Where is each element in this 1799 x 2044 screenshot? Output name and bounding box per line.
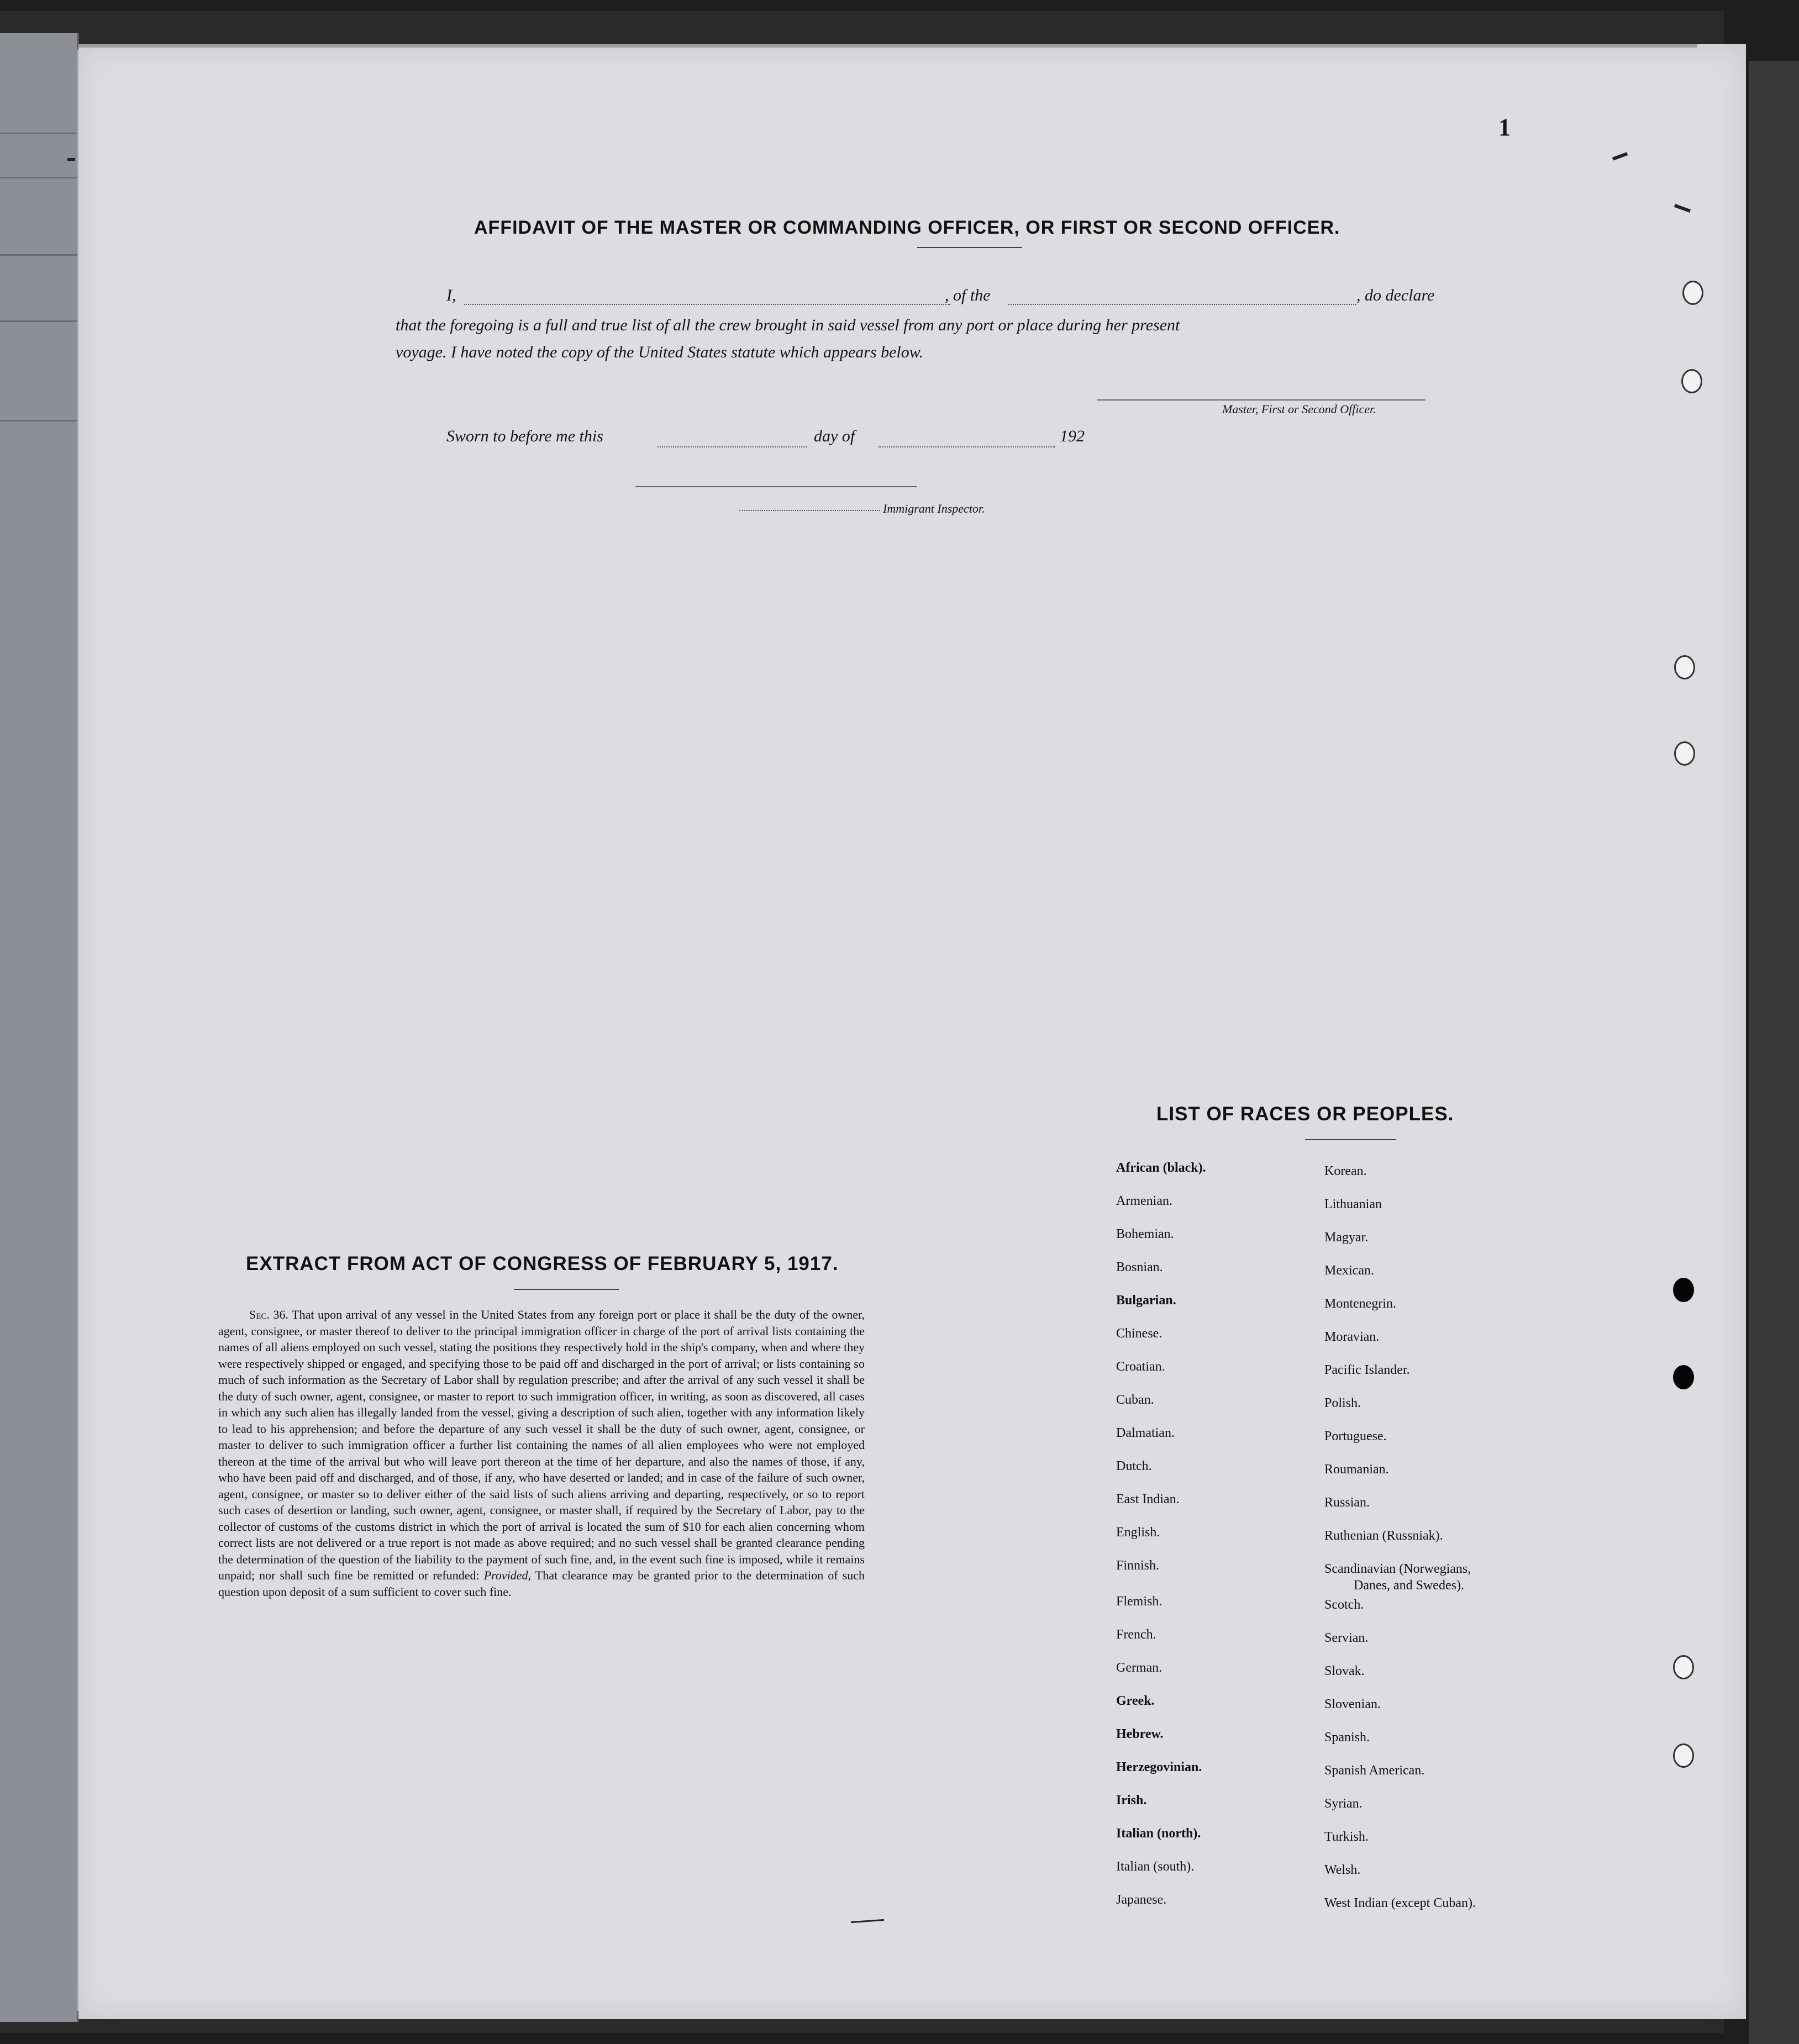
race-item: Italian (north).	[1116, 1826, 1201, 1841]
binder-hole	[1681, 369, 1702, 393]
section-number: Sec. 36.	[249, 1308, 288, 1321]
race-item: Bulgarian.	[1116, 1293, 1176, 1308]
section-text-end: That clearance may be granted prior to the determination of such question upon deposit of a sum sufficient to cover such fine.	[218, 1568, 865, 1599]
race-item: Montenegrin.	[1324, 1297, 1396, 1311]
race-item: Slovak.	[1324, 1664, 1365, 1678]
race-item: Scotch.	[1324, 1598, 1364, 1612]
race-item: Bohemian.	[1116, 1227, 1174, 1241]
document-page	[78, 44, 1746, 2019]
sworn-year: 192	[1060, 427, 1085, 445]
race-item: Servian.	[1324, 1631, 1369, 1645]
inspector-label: Immigrant Inspector.	[883, 502, 985, 515]
race-item: Greek.	[1116, 1694, 1155, 1708]
section-text: That upon arrival of any vessel in the United States from any foreign port or place it shall be the duty of the owner, agent, consignee, or master thereof to deliver to the principal immigration officer in charge of the port of arrival lists containing the names of all aliens employed on such vessel, stating the positions they respectively hold in the ship's company, when and where they were respectively shipped or engaged, and specifying those to be paid off and discharged in the port of arrival; or lists containing so much of such information as the Secretary of Labor shall by regulation prescribe; and after the arrival of any such vessel it shall be the duty of such owner, agent, consignee, or master to report to such immigration officer, in writing, as soon as discovered, all cases in which any such alien has illegally landed from the vessel, giving a description of such alien, together with any information likely to lead to his apprehension; and before the departure of any such vessel it shall be the duty of such owner, agent, consignee, or master to deliver to such immigration officer a further list containing the names of all alien employees who were not employed thereon at the time of the arrival but who will leave port thereon at the time of her departure, and also the names of those, if any, who have been paid off and discharged, and of those, if any, who have deserted or landed; and in case of the failure of such owner, agent, consignee, or master so to deliver either of the said lists of such aliens arriving and departing, respectively, or so to report such cases of desertion or landing, such owner, agent, consignee, or master shall, if required by the Secretary of Labor, pay to the collector of customs of the customs district in which the port of arrival is located the sum of $10 for each alien concerning whom correct lists are not delivered or a true report is not made as above required; and no such vessel shall be granted clearance pending the determination of the question of the liability to the payment of such fine, and, in the event such fine is imposed, while it remains unpaid; nor shall such fine be remitted or refunded:	[218, 1308, 865, 1582]
scan-edge-shadow	[1749, 61, 1799, 2044]
affidavit-of-the: , of the	[945, 286, 991, 304]
sworn-month-blank[interactable]	[879, 446, 1055, 447]
ledger-rule	[0, 177, 77, 178]
race-item: Roumanian.	[1324, 1462, 1389, 1477]
inspector-dotted-line	[739, 510, 880, 511]
race-item: Herzegovinian.	[1116, 1760, 1202, 1774]
race-item: Croatian.	[1116, 1360, 1165, 1374]
name-blank[interactable]	[464, 304, 950, 305]
race-item: Danes, and Swedes).	[1354, 1578, 1464, 1593]
race-item: East Indian.	[1116, 1492, 1180, 1506]
race-item: French.	[1116, 1627, 1156, 1642]
race-item: Dutch.	[1116, 1459, 1152, 1473]
race-item: Finnish.	[1116, 1558, 1160, 1573]
signature-line[interactable]	[1097, 399, 1425, 401]
ledger-rule	[0, 320, 77, 322]
title-underline	[917, 247, 1022, 248]
binder-hole	[1674, 655, 1695, 679]
inspector-signature-line[interactable]	[635, 486, 917, 487]
race-item: African (black).	[1116, 1161, 1206, 1175]
race-item: Ruthenian (Russniak).	[1324, 1529, 1443, 1543]
sworn-day-of: day of	[814, 427, 855, 445]
race-item: Italian (south).	[1116, 1859, 1195, 1874]
vessel-blank[interactable]	[1008, 304, 1356, 305]
affidavit-line-2: that the foregoing is a full and true list of all the crew brought in said vessel from any port or place during her present	[396, 316, 1180, 334]
race-item: German.	[1116, 1661, 1162, 1675]
binder-hole-punched	[1673, 1365, 1694, 1389]
extract-section-36	[218, 1307, 865, 1600]
ledger-rule	[0, 420, 77, 422]
race-item: Syrian.	[1324, 1797, 1363, 1811]
race-item: Cuban.	[1116, 1393, 1154, 1407]
sworn-day-blank[interactable]	[657, 446, 807, 447]
race-item: Irish.	[1116, 1793, 1147, 1808]
underlying-ledger-strip	[0, 33, 79, 2022]
affidavit-line-3: voyage. I have noted the copy of the United States statute which appears below.	[396, 343, 924, 361]
handwritten-mark: 1	[1498, 114, 1511, 141]
race-item: Mexican.	[1324, 1263, 1374, 1278]
race-item: Magyar.	[1324, 1230, 1369, 1245]
race-item: Welsh.	[1324, 1863, 1361, 1877]
race-item: Japanese.	[1116, 1893, 1167, 1907]
binder-hole	[1682, 281, 1703, 305]
race-item: Pacific Islander.	[1324, 1363, 1410, 1377]
races-title: LIST OF RACES OR PEOPLES.	[1156, 1103, 1454, 1125]
scan-speck	[67, 158, 75, 161]
ledger-rule	[0, 254, 77, 256]
binder-hole	[1673, 1743, 1694, 1768]
race-item: Portuguese.	[1324, 1429, 1387, 1444]
race-item: Flemish.	[1116, 1594, 1162, 1609]
extract-title: EXTRACT FROM ACT OF CONGRESS OF FEBRUARY 5, 1917.	[246, 1253, 839, 1274]
race-item: English.	[1116, 1525, 1160, 1540]
race-item: Lithuanian	[1324, 1197, 1382, 1211]
race-item: Bosnian.	[1116, 1260, 1163, 1274]
race-item: Slovenian.	[1324, 1697, 1381, 1711]
races-title-underline	[1305, 1139, 1396, 1140]
binder-hole	[1674, 741, 1695, 766]
race-item: West Indian (except Cuban).	[1324, 1896, 1476, 1910]
race-item: Dalmatian.	[1116, 1426, 1175, 1440]
race-item: Korean.	[1324, 1164, 1367, 1178]
race-item: Chinese.	[1116, 1326, 1162, 1341]
page-edge	[78, 44, 1697, 48]
affidavit-title: AFFIDAVIT OF THE MASTER OR COMMANDING OFFICER, OR FIRST OR SECOND OFFICER.	[474, 217, 1340, 238]
race-item: Spanish.	[1324, 1730, 1370, 1745]
race-item: Scandinavian (Norwegians,	[1324, 1562, 1471, 1576]
provided-word: Provided,	[483, 1568, 532, 1582]
sworn-prefix: Sworn to before me this	[446, 427, 603, 445]
race-item: Polish.	[1324, 1396, 1361, 1410]
extract-title-underline	[514, 1289, 619, 1290]
race-item: Spanish American.	[1324, 1763, 1425, 1778]
affidavit-i: I,	[446, 286, 456, 304]
race-item: Turkish.	[1324, 1830, 1369, 1844]
race-item: Armenian.	[1116, 1194, 1172, 1208]
binder-hole-punched	[1673, 1278, 1694, 1302]
affidavit-do-declare: , do declare	[1356, 286, 1435, 304]
signature-label: Master, First or Second Officer.	[1222, 402, 1376, 416]
race-item: Moravian.	[1324, 1330, 1380, 1344]
binder-hole	[1673, 1655, 1694, 1679]
race-item: Hebrew.	[1116, 1727, 1164, 1741]
race-item: Russian.	[1324, 1495, 1370, 1510]
ledger-rule	[0, 133, 77, 134]
